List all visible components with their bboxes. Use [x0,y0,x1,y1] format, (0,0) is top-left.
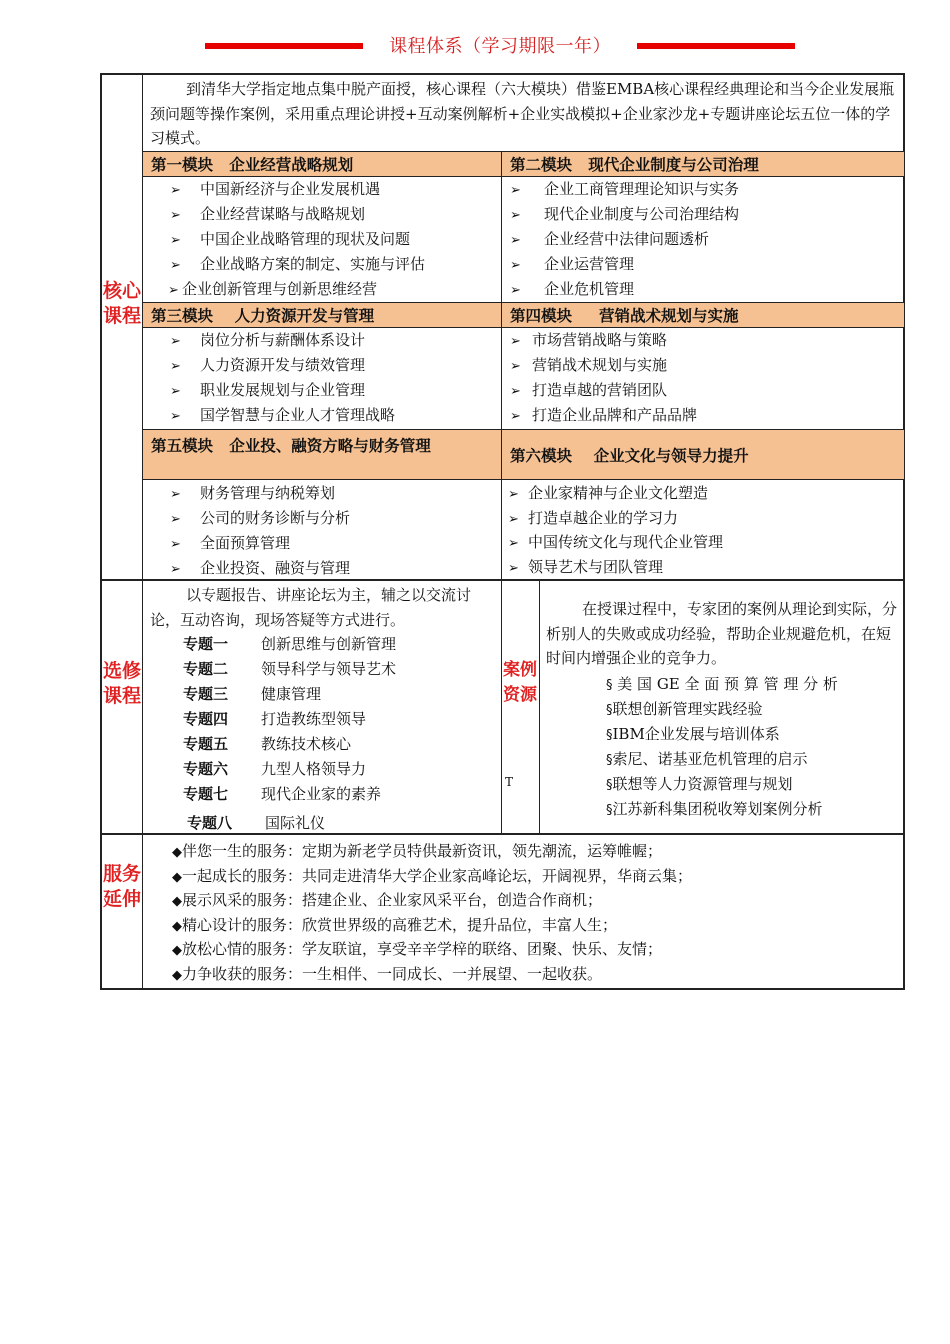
module-5-title: 企业投、融资方略与财务管理 [229,437,431,455]
service-item: ◆一起成长的服务：共同走进清华大学企业家高峰论坛，开阔视界，华商云集； [172,866,693,885]
case-list [606,672,898,822]
arrow-bullet-icon: ➢ [510,359,521,374]
diamond-bullet-icon: ◆ [172,845,182,860]
list-item: ➢ 企业工商管理理论知识与实务 [510,177,900,202]
module-2-header [502,151,904,177]
arrow-bullet-icon: ➢ [508,511,519,527]
list-item: ➢ 岗位分析与薪酬体系设计 [170,328,495,353]
topic-item: 专题四 打造教练型领导 [183,710,367,728]
service-item: ◆精心设计的服务：欣赏世界级的高雅艺术，提升品位，丰富人生； [172,915,618,934]
list-item: ➢ 企业危机管理 [510,277,900,302]
section-bullet-icon: § [606,803,613,818]
core-courses-label: 核心课程 [102,280,141,327]
module-4-list [510,328,900,428]
module-1-number: 第一模块 [151,156,214,174]
elective-intro: 以专题报告、讲座论坛为主，辅之以交流讨论，互动咨询，现场答疑等方式进行。 [150,586,472,629]
service-item: ◆伴您一生的服务：定期为新老学员特供最新资讯，领先潮流，运筹帷幄； [172,842,663,860]
module-6-number: 第六模块 [510,446,573,465]
module-column-divider [501,151,502,580]
list-item: ➢ 中国新经济与企业发展机遇 [170,177,495,202]
arrow-bullet-icon: ➢ [170,258,181,273]
module-5-number: 第五模块 [151,437,214,455]
module-4-title: 营销战术规划与实施 [599,307,739,325]
service-list [172,839,900,986]
arrow-bullet-icon: ➢ [510,183,521,198]
diamond-bullet-icon: ◆ [172,918,182,934]
topic-item: 专题八 国际礼仪 [187,814,326,832]
arrow-bullet-icon: ➢ [510,384,521,399]
topic-item: 专题二 领导科学与领导艺术 [183,660,397,678]
service-extension-label: 服务延伸 [102,863,141,910]
arrow-bullet-icon: ➢ [168,283,179,298]
module-5-header [143,429,501,480]
arrow-bullet-icon: ➢ [508,560,519,576]
arrow-bullet-icon: ➢ [510,208,521,223]
elective-topics [183,632,498,836]
title-right-bar [637,43,795,49]
module-3-number: 第三模块 [151,307,214,325]
page-header [0,30,950,62]
arrow-bullet-icon: ➢ [170,384,181,399]
section-bullet-icon: § [606,753,613,768]
arrow-bullet-icon: ➢ [170,359,181,374]
list-item: ➢ 财务管理与纳税筹划 [170,481,495,506]
diamond-bullet-icon: ◆ [172,894,182,909]
arrow-bullet-icon: ➢ [508,536,519,551]
arrow-bullet-icon: ➢ [170,334,181,349]
module-5-list [170,481,495,581]
diamond-bullet-icon: ◆ [172,943,182,958]
topic-item: 专题五 教练技术核心 [183,735,352,753]
list-item: §联想等人力资源管理与规划 [606,775,793,793]
section-bullet-icon: § [606,678,613,693]
arrow-bullet-icon: ➢ [510,409,521,424]
arrow-bullet-icon: ➢ [170,562,181,577]
section-bullet-icon: § [606,728,613,743]
list-item: §索尼、诺基亚危机管理的启示 [606,750,808,768]
arrow-bullet-icon: ➢ [170,537,181,552]
module-2-title: 现代企业制度与公司治理 [588,156,759,174]
list-item: § 美 国 GE 全 面 预 算 管 理 分 析 [606,675,838,693]
diamond-bullet-icon: ◆ [172,869,182,885]
list-item: ➢ 领导艺术与团队管理 [508,555,898,580]
service-item: ◆力争收获的服务：一生相伴、一同成长、一并展望、一起收获。 [172,964,603,983]
list-item: ➢ 市场营销战略与策略 [510,328,900,353]
topic-item: 专题一 创新思维与创新管理 [183,635,397,653]
list-item: ➢ 中国企业战略管理的现状及问题 [170,227,495,252]
list-item: §联想创新管理实践经验 [606,700,763,718]
elective-courses-label: 选修课程 [102,660,141,707]
module-1-list [170,177,495,302]
topic-item: 专题七 现代企业家的素养 [183,785,382,803]
module-1-title: 企业经营战略规划 [229,156,354,174]
module-3-list [170,328,495,428]
list-item: ➢ 全面预算管理 [170,531,495,556]
arrow-bullet-icon: ➢ [508,487,519,502]
arrow-bullet-icon: ➢ [510,233,521,248]
list-item: §江苏新科集团税收筹划案例分析 [606,800,823,818]
list-item: ➢ 企业创新管理与创新思维经营 [168,277,495,302]
list-item: ➢ 现代企业制度与公司治理结构 [510,202,900,227]
list-item: ➢ 职业发展规划与企业管理 [170,378,495,403]
list-item: ➢ 打造卓越的营销团队 [510,378,900,403]
list-item: ➢ 营销战术规划与实施 [510,353,900,378]
list-item: ➢ 企业战略方案的制定、实施与评估 [170,252,495,277]
topic-item: 专题六 九型人格领导力 [183,760,367,778]
module-1-header [143,151,501,177]
arrow-bullet-icon: ➢ [170,512,181,527]
arrow-bullet-icon: ➢ [170,409,181,424]
arrow-bullet-icon: ➢ [170,487,181,502]
list-item: §IBM企业发展与培训体系 [606,725,780,743]
arrow-bullet-icon: ➢ [510,258,521,273]
label-column-divider [142,73,143,990]
module-6-list [508,481,898,579]
module-4-number: 第四模块 [510,307,573,325]
list-item: ➢ 企业经营谋略与战略规划 [170,202,495,227]
arrow-bullet-icon: ➢ [170,208,181,223]
core-intro: 到清华大学指定地点集中脱产面授，核心课程（六大模块）借鉴EMBA核心课程经典理论和当今企业发展瓶颈问题等操作案例，采用重点理论讲授+互动案例解析+企业实战模拟+企业家沙龙+专题讲座论坛五位一体的学习模式。 [150,80,895,147]
arrow-bullet-icon: ➢ [170,183,181,198]
module-6-header [502,429,904,480]
section-bullet-icon: § [606,703,613,718]
list-item: ➢ 人力资源开发与绩效管理 [170,353,495,378]
service-item: ◆展示风采的服务：搭建企业、企业家风采平台，创造合作商机； [172,891,603,909]
title-left-bar [205,43,363,49]
module-3-header [143,302,501,328]
list-item: ➢ 企业投资、融资与管理 [170,556,495,581]
list-item: ➢ 打造企业品牌和产品品牌 [510,403,900,428]
arrow-bullet-icon: ➢ [510,334,521,349]
service-item: ◆放松心情的服务：学友联谊，享受辛辛学梓的联络、团聚、快乐、友情； [172,940,663,958]
topic-item: 专题三 健康管理 [183,685,322,703]
diamond-bullet-icon: ◆ [172,967,182,983]
module-6-title: 企业文化与领导力提升 [593,446,749,465]
case-intro: 在授课过程中，专家团的案例从理论到实际，分析别人的失败或成功经验，帮助企业规避危机，在短时间内增强企业的竞争力。 [546,600,898,667]
list-item: ➢ 公司的财务诊断与分析 [170,506,495,531]
list-item: ➢ 打造卓越企业的学习力 [508,506,898,531]
case-resources-label: 案例资源 [503,660,537,705]
list-item: ➢ 国学智慧与企业人才管理战略 [170,403,495,428]
arrow-bullet-icon: ➢ [510,283,521,298]
list-item: ➢ 企业家精神与企业文化塑造 [508,481,898,506]
stray-mark: T [505,775,514,789]
page-title: 课程体系（学习期限一年） [389,36,611,57]
module-2-list [510,177,900,302]
section-bullet-icon: § [606,778,613,793]
module-3-title: 人力资源开发与管理 [234,307,375,325]
list-item: ➢ 企业经营中法律问题透析 [510,227,900,252]
arrow-bullet-icon: ➢ [170,233,181,248]
module-2-number: 第二模块 [510,156,573,174]
module-4-header [502,302,904,328]
case-label-divider [539,580,540,833]
list-item: ➢ 企业运营管理 [510,252,900,277]
list-item: ➢ 中国传统文化与现代企业管理 [508,530,898,555]
